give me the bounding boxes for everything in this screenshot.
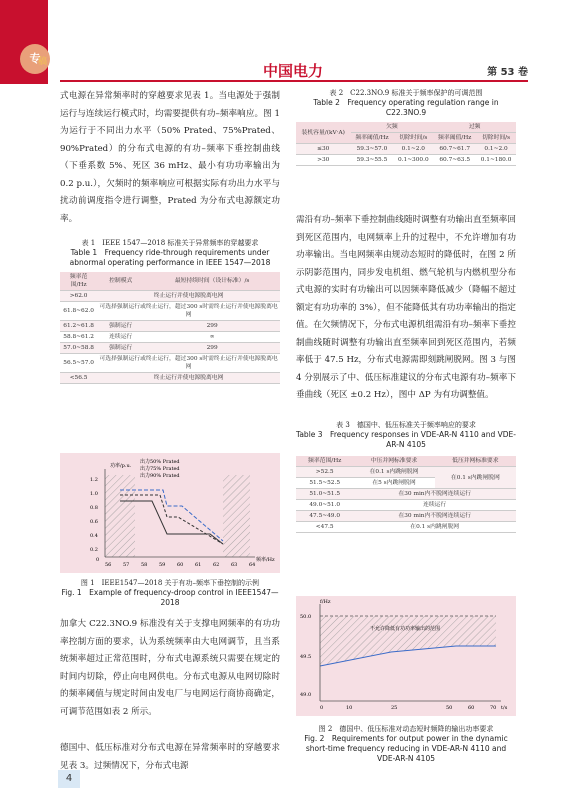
cell: ≤30 — [296, 144, 351, 155]
x-tick: 58 — [141, 562, 148, 568]
x-tick: 57 — [123, 562, 130, 568]
section-tag-2: 稿 — [38, 57, 48, 67]
figure-2 — [296, 596, 516, 716]
table2-header: 欠频 — [351, 122, 434, 133]
figure1-caption — [60, 578, 280, 608]
table1-header: 最短持续时间（设计标准）/s — [144, 272, 280, 291]
y-tick: 0 — [96, 557, 100, 563]
table1-header: 控制模式 — [97, 272, 144, 291]
x-tick: 25 — [391, 705, 398, 711]
header-rule — [60, 80, 528, 82]
table2-caption-en: Table 2 Frequency operating regulation range in C22.3NO.9 — [313, 98, 499, 117]
cell: 在5 s内跳闸脱网 — [353, 478, 434, 489]
figure1-caption-cn: 图 1 IEEE1547—2018 关于有功–频率下垂控制的示例 — [80, 579, 260, 587]
cell: 强制运行 — [97, 321, 144, 332]
x-tick: 61 — [195, 562, 202, 568]
x-tick: 60 — [468, 705, 475, 711]
table-row — [296, 155, 516, 166]
right-paragraph-1: 需沿有功–频率下垂控制曲线随时调整有功输出直至频率回到死区范围内，电网频率上升的过程中，不允许增加有功功率输出。当电网频率由规动态短时的降低时，在图 2 所示阴影范围内，同步发电机组、燃气轮机与内燃机型分布式电源的实时有功输出可以因频率降低减少（降幅不超过额定有功功率的 3%），但不能降低其有功功率输出的指定值。在欠频情况下，分布式电源机组需沿有功–频率下垂控制曲线随时调整有功输出直至频率回到死区范围内，若频率低于 47.5 Hz，分布式电源需即刻跳闸脱网。图 3 与图 4 分别展示了中、低压标准建议的分布式电源有功–频率下垂曲线（死区 ±0.2 Hz），图中 ΔP 为有功调整值。 — [296, 215, 516, 400]
table-row — [60, 302, 280, 321]
y-tick: 50.0 — [300, 614, 312, 620]
table3 — [296, 456, 516, 533]
y-tick: 0.2 — [90, 547, 98, 553]
hatch-left — [105, 475, 135, 557]
cell: 59.3~57.0 — [351, 144, 394, 155]
cell: 60.7~61.7 — [433, 144, 476, 155]
cell: 51.5~52.5 — [296, 478, 353, 489]
cell: 57.0~58.8 — [60, 343, 97, 354]
left-paragraph-1: 式电源在异常频率时的穿越要求见表 1。当电源处于强制运行与连续运行模式时，均需要提供有功–频率响应。图 1 为运行于不同出力水平（50% Prated、75%Prated、90%Prated）的分布式电源的有功–频率下垂控制曲线（下垂系数 5%、死区 36 mHz、最小有功功率输出为 0.2 p.u.），欠频时的频率响应可根据实际有功出力水平与扰动前调度指令进行调整，Prated 为分布式电源额定功率。 — [60, 91, 280, 224]
y-tick: 1.0 — [90, 491, 98, 497]
table2 — [296, 122, 516, 166]
region-annotation: 不允许降低有功功率输出的范围 — [370, 626, 441, 632]
table2-subheader: 切除时间/s — [393, 133, 433, 144]
table1-caption-cn: 表 1 IEEE 1547—2018 标准关于异常频率的穿越要求 — [81, 239, 259, 247]
x-tick: 63 — [231, 562, 238, 568]
table1-header: 频率范围/Hz — [60, 272, 97, 291]
cell: 56.5~57.0 — [60, 354, 97, 373]
section-tag: 专 — [20, 44, 50, 74]
figure1-caption-en: Fig. 1 Example of frequency-droop control in IEEE1547—2018 — [61, 588, 279, 607]
table3-header: 频率范围/Hz — [296, 456, 353, 467]
cell: 在30 min内不脱网连续运行 — [353, 511, 516, 522]
y-tick: 0.4 — [90, 533, 98, 539]
cell: 0.1~300.0 — [393, 155, 433, 166]
table1 — [60, 272, 280, 384]
journal-title: 中国电力 — [262, 62, 323, 80]
table2-caption-cn: 表 2 C22.3NO.9 标准关于频率保护的可调范围 — [329, 89, 483, 97]
x-axis-label: t/s — [501, 705, 508, 711]
y-tick: 0.8 — [90, 505, 98, 511]
legend-item: 出力75% Prated — [140, 466, 180, 472]
cell: 强制运行 — [97, 343, 144, 354]
cell: <56.5 — [60, 373, 97, 384]
table2-subheader: 频率阈值/Hz — [351, 133, 394, 144]
table-row — [60, 291, 280, 302]
left-paragraph-3: 德国中、低压标准对分布式电源在异常频率时的穿越要求见表 3。过频情况下，分布式电源 — [60, 743, 280, 771]
legend-item: 出力90% Prated — [140, 473, 180, 479]
series-50 — [120, 501, 223, 544]
table-row — [296, 467, 516, 478]
figure-2-plot — [296, 596, 516, 716]
left-paragraph-2: 加拿大 C22.3NO.9 标准没有关于支撑电网频率的有功功率控制方面的要求，认为系统频率由大电网调节，且当系统频率超过正常范围时，分布式电源系统只需要在规定的时间内切除，停止向电网供电。分布式电源从电网切除时的频率阈值与规定时间由发电厂与电网运行商协商确定，可调节范围如表 2 所示。 — [60, 619, 280, 717]
cell: 60.7~63.5 — [433, 155, 476, 166]
cell: 47.5~49.0 — [296, 511, 353, 522]
cell: 在0.1 s内跳闸脱网 — [353, 467, 434, 478]
cell: 0.1~180.0 — [476, 155, 516, 166]
cell: 在30 min内不脱网连续运行 — [353, 489, 516, 500]
cell: 可选择强制运行或终止运行，超过300 s时需终止运行并使电源脱离电网 — [97, 354, 280, 373]
cell: 51.0~51.5 — [296, 489, 353, 500]
cell: 连续运行 — [353, 500, 516, 511]
figure2-caption-en: Fig. 2 Requirements for output power in the dynamic short-time frequency reducing in VDE-AR-N 4110 and VDE-AR-N 4105 — [304, 734, 508, 763]
table2-subheader: 频率阈值/Hz — [433, 133, 476, 144]
x-tick: 60 — [177, 562, 184, 568]
y-axis-label: f/Hz — [320, 599, 331, 605]
table1-caption — [60, 238, 280, 268]
table2-caption — [296, 88, 516, 118]
y-tick: 49.5 — [300, 654, 312, 660]
y-tick: 49.0 — [300, 692, 312, 698]
table1-caption-en: Table 1 Frequency ride-through requirements under abnormal operating performance in IEEE 1547—2018 — [69, 248, 271, 267]
table-row — [60, 321, 280, 332]
cell: 连续运行 — [97, 332, 144, 343]
table3-caption — [296, 420, 516, 450]
hatch-region — [320, 616, 496, 666]
legend-item: 出力50% Prated — [140, 459, 180, 465]
table-row — [60, 332, 280, 343]
x-tick: 59 — [159, 562, 166, 568]
figure-1 — [60, 453, 280, 573]
x-tick: 64 — [249, 562, 256, 568]
y-axis-label: 功率/p.u. — [110, 463, 132, 469]
table-row — [60, 343, 280, 354]
table-row — [296, 489, 516, 500]
cell: 299 — [144, 343, 280, 354]
cell: 58.8~61.2 — [60, 332, 97, 343]
cell: ∞ — [144, 332, 280, 343]
x-tick: 70 — [490, 705, 497, 711]
table2-header: 过频 — [433, 122, 516, 133]
table3-header: 低压并网标准要求 — [435, 456, 516, 467]
x-tick: 0 — [320, 705, 324, 711]
cell: >30 — [296, 155, 351, 166]
table3-caption-cn: 表 3 德国中、低压标准关于频率响应的要求 — [336, 421, 476, 429]
table3-header: 中压并网标准要求 — [353, 456, 434, 467]
table-row — [296, 522, 516, 533]
cell: 在0.1 s内跳闸脱网 — [353, 522, 516, 533]
volume-label: 第 53 卷 — [487, 67, 528, 78]
series-75 — [120, 495, 223, 544]
page-number: 4 — [58, 770, 80, 788]
cell: 0.1~2.0 — [393, 144, 433, 155]
cell: 61.8~62.0 — [60, 302, 97, 321]
table-row — [296, 511, 516, 522]
cell: <47.5 — [296, 522, 353, 533]
cell: >62.0 — [60, 291, 97, 302]
x-axis-label: 频率/Hz — [256, 557, 275, 563]
y-tick: 0.6 — [90, 519, 98, 525]
cell: >52.5 — [296, 467, 353, 478]
table2-subheader: 切除时间/s — [476, 133, 516, 144]
hatch-right — [223, 475, 250, 557]
table-row — [296, 500, 516, 511]
table-row — [296, 144, 516, 155]
cell: 299 — [144, 321, 280, 332]
figure-1-plot — [60, 453, 280, 573]
cell: 59.3~55.5 — [351, 155, 394, 166]
x-tick: 50 — [446, 705, 453, 711]
y-tick: 1.2 — [90, 477, 98, 483]
cell: 终止运行并使电源脱离电网 — [97, 291, 280, 302]
table3-caption-en: Table 3 Frequency responses in VDE-AR-N 4110 and VDE-AR-N 4105 — [296, 430, 516, 449]
x-tick: 62 — [213, 562, 220, 568]
table-row — [60, 373, 280, 384]
cell: 49.0~51.0 — [296, 500, 353, 511]
series-90 — [120, 490, 223, 541]
cell: 在0.1 s内跳闸脱网 — [435, 467, 516, 489]
cell: 0.1~2.0 — [476, 144, 516, 155]
x-tick: 56 — [105, 562, 112, 568]
x-tick: 10 — [346, 705, 353, 711]
cell: 61.2~61.8 — [60, 321, 97, 332]
figure2-caption-cn: 图 2 德国中、低压标准对动态短时频降的输出功率要求 — [318, 725, 494, 733]
cell: 终止运行并使电源脱离电网 — [97, 373, 280, 384]
table-row — [60, 354, 280, 373]
figure2-caption — [296, 724, 516, 764]
table2-header: 装机容量/(kV·A) — [296, 122, 351, 144]
cell: 可选择强制运行或终止运行，超过300 s时需终止运行并使电源脱离电网 — [97, 302, 280, 321]
